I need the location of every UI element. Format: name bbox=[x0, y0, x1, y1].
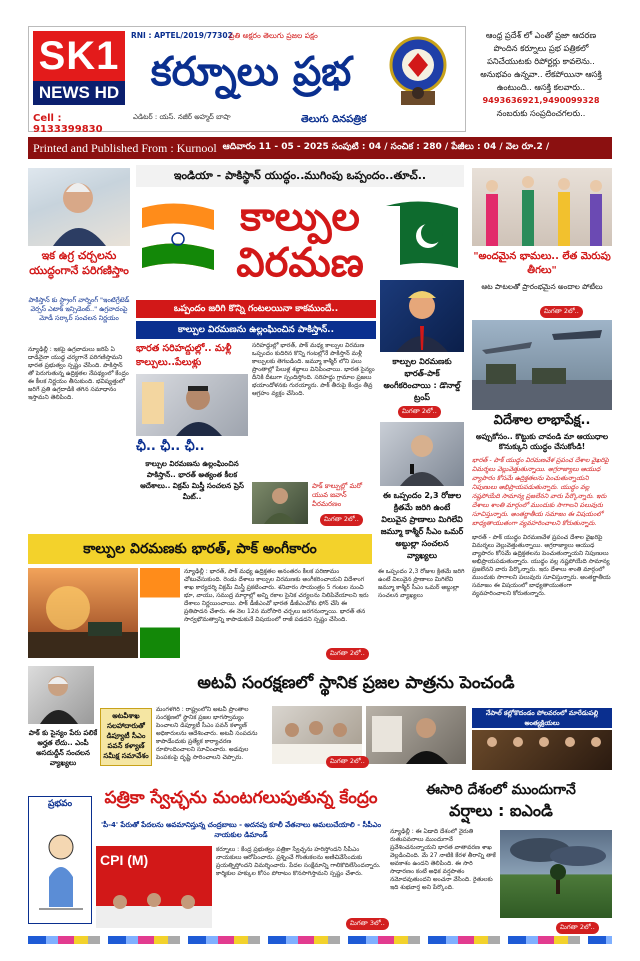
trade-headline: విదేశాల లాభాపేక్ష.. bbox=[493, 413, 591, 428]
agreement-body: న్యూఢిల్లీ : భారత్, పాక్ మధ్య ఉద్రిక్తతల అనంతరం కీలక పరిణామం చోటుచేసుకుంది. రెండు దేశాలు కాల్పుల విరమణకు అంగీకరించాయని విదేశాంగ శాఖ కార్యదర్శి విక్రమ్ మిస్త్రీ ప్రకటించారు. శనివారం సాయంత్రం 5 గంటల నుంచి భూ, వాయు, సముద్ర మార్గాల్లో అన్ని రకాల సైనిక చర్యలను నిలిపివేయాలని ఇరు దేశాలు నిర్ణయించాయి. పాక్ డీజీఎంవో భారత డీజీఎంవోకు ఫోన్ చేసి ఈ ప్రతిపాదన చేశారు. ఈ నెల 12న మరోసారి చర్చలు జరగనున్నాయి. భారత్ తన సార్వభౌమత్వాన్ని కాపాడుకునే విషయంలో రాజీ పడదని స్పష్టం చేసింది. bbox=[184, 568, 369, 623]
rain-clouds-photo bbox=[500, 830, 612, 918]
monsoon-headline-1: ఈసారి దేశంలో ముందుగానే bbox=[426, 782, 576, 798]
recruitment-ad bbox=[470, 26, 612, 132]
border-firing-headline: భారత సరిహద్దుల్లో.. మళ్లీ కాల్పులు..పేలుళ్లు bbox=[136, 343, 232, 368]
ad-phone: 9493636921,9490099328 bbox=[482, 95, 600, 105]
shame-text: ఛీ.. ఛీ.. ఛీ.. bbox=[136, 439, 205, 454]
nepal-caption: నేపాల్ కల్లోకొదండం పోలవరంలో మారేడుపల్లి అంత్యక్రియలు bbox=[472, 708, 612, 728]
monsoon-body: న్యూఢిల్లీ : ఈ ఏడాది దేశంలో నైరుతి రుతుపవనాలు ముందుగానే ప్రవేశించనున్నాయని భారత వాతావరణ శాఖ వెల్లడించింది. మే 27 నాటికి కేరళ తీరాన్ని తాకే అవకాశం ఉందని తెలిపింది. ఈ సారి సాధారణం కంటే అధిక వర్షపాతం నమోదవుతుందని అంచనా వేసింది. రైతులకు ఇది శుభవార్త అని పేర్కొంది. bbox=[390, 828, 496, 891]
ad-tail: నంబరుకు సంప్రదించగలరు.. bbox=[496, 108, 586, 118]
forest-review-box: అటవీశాఖ సలహాదారుతో డిప్యూటీ సీఎం పవన్ కళ్యాణ్ సమీక్ష సమావేశం bbox=[100, 708, 152, 766]
funeral-photo bbox=[472, 730, 612, 770]
ceasefire-deck-2: కాల్పుల విరమణను ఉల్లంఘించిన పాకిస్తాన్.. bbox=[136, 321, 376, 339]
owaisi-caption: పాక్ కు సైన్యం పేరు పలికే అర్హత లేదు.. ఎంపీ అసదుద్దీన్ సంచలన వ్యాఖ్యలు bbox=[28, 729, 98, 767]
printed-from: Printed and Published From : Kurnool bbox=[33, 140, 217, 155]
weapons-photo bbox=[472, 320, 612, 410]
tagline: ప్రతి అక్షరం తెలుగు ప్రజల పక్షం bbox=[229, 31, 318, 40]
trade-body: భారత్ - పాక్ యుద్ధం విరమణవేళ ప్రపంచ దేశాల వైఖరిపై విమర్శలు వెల్లువెత్తుతున్నాయి. అగ్రరాజ్యాలు ఆయుధ వ్యాపారం కోసమే ఉద్రిక్తతలను పెంచుతున్నాయని నిపుణులు అభిప్రాయపడుతున్నారు. యుద్ధం వల్ల నష్టపోయేది సామాన్య ప్రజలేనని వారు పేర్కొన్నారు. ఇరు దేశాలు శాంతి మార్గంలో ముందుకు సాగాలని పలువురు సూచిస్తున్నారు. అంతర్జాతీయ సమాజం ఈ విషయంలో బాధ్యతాయుతంగా వ్యవహరించాలని కోరుతున్నారు. bbox=[472, 457, 609, 527]
ceasefire-deck-1: ఒప్పందం జరిగి కొన్ని గంటలయినా కాకముందే.. bbox=[136, 300, 376, 318]
read-more-link[interactable]: మిగతా 2లో.. bbox=[326, 756, 369, 768]
beauty-sub: ఆట పాటలతో ప్రారంభమైన అందాల పోటీలు bbox=[481, 282, 603, 291]
jawan-caption: పాక్ కాల్పుల్లో మరో యువ జవాన్ వీరమరణం bbox=[312, 482, 363, 508]
omar-caption: ఈ ఒప్పందం 2,3 రోజుల క్రితమే జరిగి ఉంటే విలువైన ప్రాణాలు మిగిలేవి జమ్మూ కాశ్మీర్ సీఎం ఒమర్ అబ్దుల్లా సంచలన వ్యాఖ్యలు bbox=[380, 491, 464, 560]
ceasefire-headline-2: విరమణ bbox=[236, 240, 364, 286]
left-story-body: న్యూఢిల్లీ : ఇకపై ఉగ్రవాదులు జరిపే ఏ దాడినైనా యుద్ధ చర్యగానే పరిగణిస్తామని భారత ప్రభుత్వం స్పష్టం చేసింది. పాకిస్తాన్ తో పెరుగుతున్న ఉద్రిక్తతల నేపథ్యంలో కేంద్రం ఈ కీలక నిర్ణయం తీసుకుంది. భవిష్యత్తులో జరిగే ప్రతి ఉగ్రదాడికి తగిన సమాధానం ఇస్తామని తెలిపింది. bbox=[28, 346, 129, 401]
violation-caption: కాల్పుల విరమణను ఉల్లంఘించిన పాకిస్తాన్.. భారత్ అత్యంత కీలక ఆదేశాలు.. విక్రమ్ మిస్త్రీ సంచలన ప్రెస్ మీట్.. bbox=[140, 459, 244, 501]
pawan-portrait-photo bbox=[366, 706, 466, 764]
jawan-photo bbox=[252, 482, 308, 524]
ad-text: ఆంధ్ర ప్రదేశ్ లో ఎంతో ప్రజా ఆదరణ పొందిన కర్నూలు ప్రభ పత్రికలో పనిచేయుటకు రిపోర్టర్లు కావలెను.. అనుభవం ఉన్నవా.. లేకపోయినా ఆసక్తి ఉంటుంది.. ఆసక్తి కలవారు.. bbox=[480, 30, 602, 92]
trump-photo bbox=[380, 280, 464, 352]
prabhavam-box bbox=[28, 796, 92, 924]
battle-photo bbox=[28, 568, 138, 658]
prabhavam-label: ప్రభవం bbox=[47, 799, 73, 809]
agreement-body-col2: ఈ ఒప్పందం 2,3 రోజుల క్రితమే జరిగి ఉంటే విలువైన ప్రాణాలు మిగిలేవి జమ్మూ కాశ్మీర్ సీఎం ఒమర్ అబ్దుల్లా సంచలన వ్యాఖ్యలు bbox=[378, 568, 465, 599]
read-more-link[interactable]: మిగతా 2లో.. bbox=[556, 922, 599, 934]
forest-body: మంగళగిరి : రాష్ట్రంలోని అటవీ ప్రాంతాల సంరక్షణలో స్థానిక ప్రజల భాగస్వామ్యం పెంచాలని డిప్యూటీ సీఎం పవన్ కళ్యాణ్ అధికారులను ఆదేశించారు. అటవీ సంపదను కాపాడేందుకు ప్రత్యేక కార్యాచరణ రూపొందించాలని సూచించారు. అడవుల పెంపకంపై దృష్టి సారించాలని చెప్పారు. bbox=[156, 706, 258, 761]
monsoon-headline-2: వర్షాలు : ఐఎండి bbox=[449, 801, 553, 820]
press-freedom-deck: 'పీ-4' పేరుతో పేదలను అవమానిస్తున్న చంద్రబాబు - అదనపు కూలీ వేతనాలు అమలుచేయాలి - సీపీఎం నాయకుల డిమాండ్ bbox=[101, 821, 381, 839]
newspaper-title: కర్నూలు ప్రభ bbox=[150, 49, 352, 95]
modi-photo bbox=[28, 168, 130, 246]
read-more-link[interactable]: మిగతా 2లో.. bbox=[326, 648, 369, 660]
editor-line: ఎడిటర్ : యస్. నజీర్ అహ్మద్ బాషా bbox=[133, 113, 231, 121]
rni-number: RNI : APTEL/2019/77302 bbox=[131, 31, 233, 40]
left-story-headline: ఇక ఉగ్ర చర్చలను యుద్ధంగానే పరిగణిస్తాం bbox=[29, 249, 129, 277]
read-more-link[interactable]: మిగతా 2లో.. bbox=[320, 514, 363, 526]
trade-body-col2: భారత్ - పాక్ యుద్ధం విరమణవేళ ప్రపంచ దేశాల వైఖరిపై విమర్శలు వెల్లువెత్తుతున్నాయి. అగ్రరాజ్యాలు ఆయుధ వ్యాపారం కోసమే ఉద్రిక్తతలను పెంచుతున్నాయని నిపుణులు అభిప్రాయపడుతున్నారు. యుద్ధం వల్ల నష్టపోయేది సామాన్య ప్రజలేనని వారు పేర్కొన్నారు. ఇరు దేశాలు శాంతి మార్గంలో ముందుకు సాగాలని పలువురు సూచిస్తున్నారు. అంతర్జాతీయ సమాజం ఈ విషయంలో బాధ్యతాయుతంగా వ్యవహరించాలని కోరుతున్నారు. bbox=[472, 534, 611, 597]
read-more-link[interactable]: మిగతా 2లో.. bbox=[398, 406, 441, 418]
cpim-banner-text: CPI (M) bbox=[100, 852, 149, 868]
top-banner: ఇండియా - పాకిస్థాన్ యుద్ధం..ముగింపు ఒప్పందం..తూచ్.. bbox=[136, 165, 464, 187]
association-emblem bbox=[375, 33, 461, 105]
logo-top: SK1 bbox=[33, 31, 125, 81]
trump-caption: కాల్పుల విరమణకు భారత్-పాక్ అంగీకరించాయి : డొనాల్డ్ ట్రంప్ bbox=[383, 357, 461, 402]
forest-headline: అటవీ సంరక్షణలో స్థానిక ప్రజల పాత్రను పెంచండి bbox=[197, 673, 515, 693]
omar-photo bbox=[380, 422, 464, 486]
press-freedom-headline: పత్రికా స్వేచ్ఛను మంటగలుపుతున్న కేంద్రం bbox=[104, 788, 378, 808]
misri-photo bbox=[136, 374, 248, 436]
daily-label: తెలుగు దినపత్రిక bbox=[301, 114, 367, 125]
border-firing-body: సరిహద్దుల్లో భారత్, పాక్ మధ్య కాల్పుల విరమణ ఒప్పందం కుదిరిన కొన్ని గంటల్లోనే పాకిస్తాన్ మళ్లీ కాల్పులకు తెగబడింది. జమ్మూ కాశ్మీర్ లోని పలు ప్రాంతాల్లో పేలుళ్ల శబ్దాలు వినిపించాయి. భారత సైన్యం దీనికి దీటుగా స్పందిస్తోంది. సరిహద్దు గ్రామాల ప్రజలు భయాందోళనకు గురయ్యారు. పాక్ తీరుపై కేంద్రం తీవ్ర ఆగ్రహం వ్యక్తం చేసింది. bbox=[252, 342, 375, 397]
cpim-meeting-photo bbox=[96, 846, 212, 928]
cartoon-illustration bbox=[35, 817, 87, 917]
sk1-logo bbox=[33, 31, 125, 111]
dateline-bar bbox=[28, 137, 612, 159]
read-more-link[interactable]: మిగతా 3లో.. bbox=[346, 918, 389, 930]
owaisi-photo bbox=[28, 666, 94, 724]
trade-sub: అప్పుకోసం.. కొట్టుకు చావండి మా ఆయుధాల కొనుక్కుని యుద్ధం చేసుకోండి! bbox=[475, 432, 609, 451]
cell-number: Cell : 9133399830 bbox=[33, 113, 103, 135]
beauty-headline: "అందమైన భామలు.. లేత మెరుపు తీగలు" bbox=[473, 251, 611, 276]
left-story-sub: పాకిస్తాన్ కు స్ట్రాంగ్ వార్నింగ్ "ఇంటిగ్రేటెడ్ వెర్సస్ ఎటాక్ ఇన్సిడెంట్.." ఉగ్రవాదంపై మోడీ సర్కార్ సంచలన నిర్ణయం bbox=[28, 296, 130, 322]
masthead bbox=[28, 26, 466, 135]
logo-bottom: NEWS HD bbox=[33, 81, 125, 105]
read-more-link[interactable]: మిగతా 2లో.. bbox=[540, 306, 583, 318]
beauty-pageant-photo bbox=[472, 168, 612, 246]
ceasefire-headline-1: కాల్పుల bbox=[240, 194, 360, 240]
ceasefire-masthead bbox=[136, 196, 464, 288]
issue-date: ఆదివారం 11 - 05 - 2025 సంపుటి : 04 / సంచిక : 280 / పేజీలు : 04 / వెల రూ.2 / bbox=[222, 142, 550, 152]
flag-strip-photo bbox=[140, 568, 180, 658]
press-freedom-body: కర్నూలు : కేంద్ర ప్రభుత్వం పత్రికా స్వేచ్ఛను హరిస్తోందని సీపీఎం నాయకులు ఆరోపించారు. ప్రశ్నించే గొంతుకలను అణిచివేసేందుకు ప్రయత్నిస్తోందని విమర్శించారు. పేదల సంక్షేమాన్ని గాలికొదిలేసిందన్నారు. కార్మికుల హక్కుల కోసం పోరాటం కొనసాగిస్తామని స్పష్టం చేశారు. bbox=[216, 846, 381, 877]
color-calibration-strip bbox=[28, 936, 612, 944]
agreement-banner: కాల్పుల విరమణకు భారత్, పాక్ అంగీకారం bbox=[28, 534, 372, 564]
